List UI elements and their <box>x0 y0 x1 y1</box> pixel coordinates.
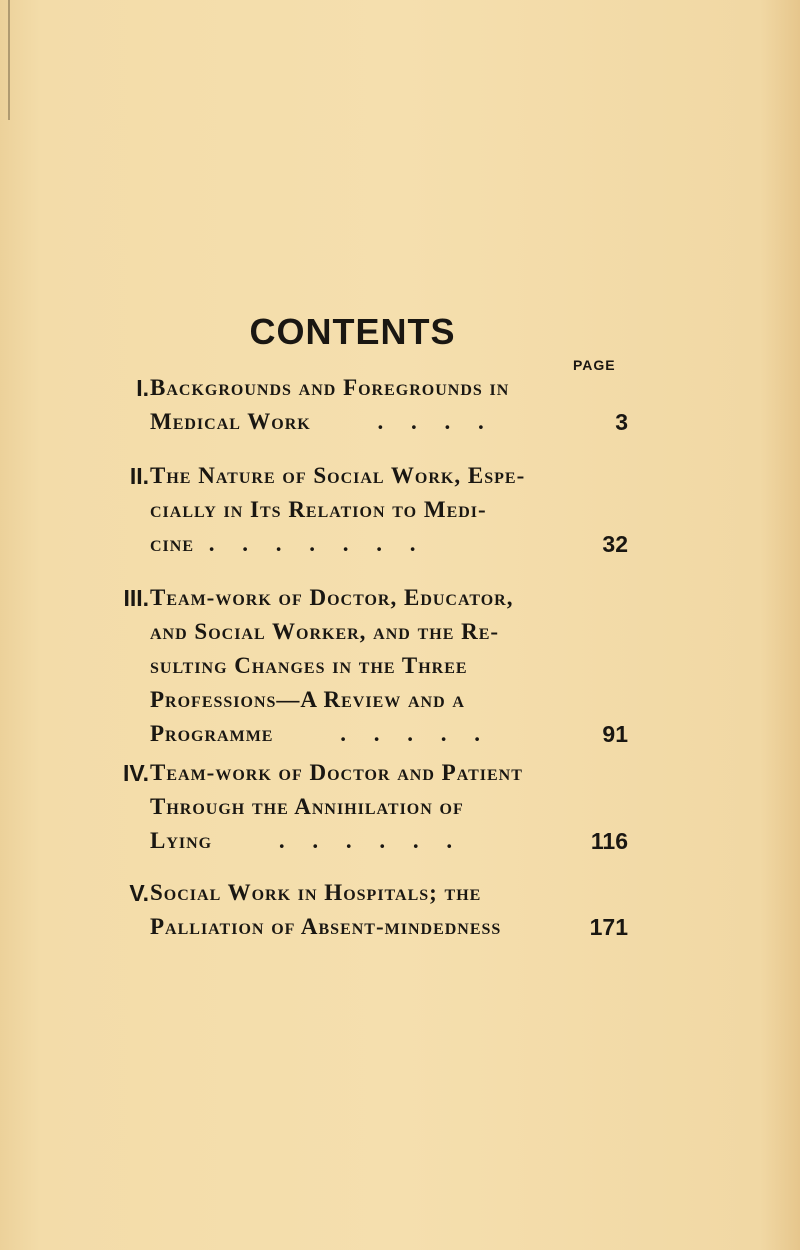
chapter-title-line: Social Work in Hospitals; the <box>150 880 482 905</box>
page-number: 91 <box>602 721 628 747</box>
chapter-title-line: Professions—A Review and a <box>150 687 465 712</box>
page-number: 32 <box>602 531 628 557</box>
chapter-title-line: Team-work of Doctor and Patient <box>150 760 523 785</box>
dot-leaders: . . . . <box>377 409 495 434</box>
chapter-title <box>150 459 570 561</box>
chapter-title-line: Medical Work . . . . <box>150 409 495 434</box>
page-title: CONTENTS <box>249 311 456 352</box>
chapter-numeral: IV. <box>122 760 149 786</box>
page-edge-shadow <box>8 0 10 120</box>
page-column-header: PAGE <box>573 357 616 373</box>
chapter-numeral: V. <box>129 880 149 906</box>
chapter-title-line: Programme . . . . . <box>150 721 491 746</box>
chapter-title-line: Lying . . . . . . <box>150 828 464 853</box>
page-number: 3 <box>615 409 628 435</box>
chapter-title-line: The Nature of Social Work, Espe- <box>150 463 526 488</box>
chapter-title-line: sulting Changes in the Three <box>150 653 468 678</box>
dot-leaders: . . . . . . . <box>208 531 427 556</box>
page-number: 171 <box>589 914 628 940</box>
dot-leaders: . . . . . <box>340 721 491 746</box>
chapter-title-line: Team-work of Doctor, Educator, <box>150 585 514 610</box>
chapter-title-line: cially in Its Relation to Medi- <box>150 497 487 522</box>
chapter-title-line: and Social Worker, and the Re- <box>150 619 500 644</box>
chapter-title <box>150 581 570 751</box>
chapter-title <box>150 371 570 439</box>
dot-leaders: . . . . . . <box>278 828 464 853</box>
chapter-numeral: I. <box>136 375 149 401</box>
chapter-numeral: II. <box>129 463 149 489</box>
chapter-title-line: cine . . . . . . . <box>150 531 427 556</box>
chapter-numeral: III. <box>123 585 149 611</box>
chapter-title <box>150 876 570 944</box>
chapter-title-line: Palliation of Absent-mindedness <box>150 914 502 939</box>
chapter-title <box>150 756 570 858</box>
chapter-title-line: Backgrounds and Foregrounds in <box>150 375 510 400</box>
page-number: 116 <box>590 828 628 854</box>
chapter-title-line: Through the Annihilation of <box>150 794 464 819</box>
